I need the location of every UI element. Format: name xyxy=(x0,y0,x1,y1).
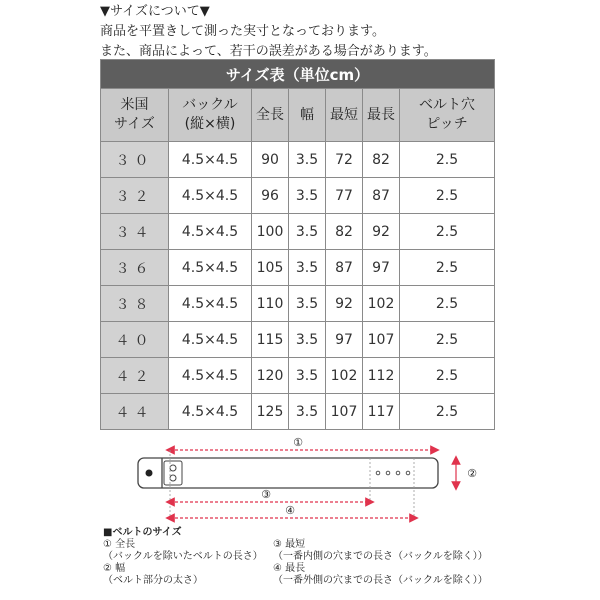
table-cell: 90 xyxy=(252,142,289,178)
table-cell: 112 xyxy=(363,358,400,394)
table-cell: 4.5×4.5 xyxy=(169,214,252,250)
us-size-cell: ３２ xyxy=(101,178,169,214)
legend-desc-width: （ベルト部分の太さ） xyxy=(103,575,203,586)
table-cell: 2.5 xyxy=(400,358,495,394)
table-cell: 4.5×4.5 xyxy=(169,358,252,394)
table-header-cell xyxy=(169,89,252,142)
table-cell: 115 xyxy=(252,322,289,358)
table-cell: 2.5 xyxy=(400,142,495,178)
intro-text xyxy=(100,2,595,62)
table-cell: 120 xyxy=(252,358,289,394)
table-cell: 72 xyxy=(326,142,363,178)
buckle-rivet-top xyxy=(170,465,176,471)
label-total-length: ① xyxy=(293,436,303,449)
table-row xyxy=(101,250,495,286)
table-cell: 97 xyxy=(326,322,363,358)
table-header-text: ベルト穴 xyxy=(419,97,476,113)
table-cell: 107 xyxy=(326,394,363,430)
table-cell: 110 xyxy=(252,286,289,322)
table-header-text: サイズ xyxy=(114,116,155,132)
legend-desc-total-length: （バックルを除いたベルトの長さ） xyxy=(103,551,263,562)
legend-item-width: ② 幅 xyxy=(103,563,126,574)
table-cell: 3.5 xyxy=(289,214,326,250)
belt-buckle-icon xyxy=(146,470,153,477)
table-cell: 4.5×4.5 xyxy=(169,322,252,358)
table-cell: 92 xyxy=(326,286,363,322)
intro-heading: ▼サイズについて▼ xyxy=(100,4,210,19)
table-cell: 2.5 xyxy=(400,322,495,358)
table-header-text: ピッチ xyxy=(426,116,468,132)
table-cell: 2.5 xyxy=(400,178,495,214)
table-cell: 2.5 xyxy=(400,286,495,322)
table-cell: 4.5×4.5 xyxy=(169,250,252,286)
table-cell: 87 xyxy=(326,250,363,286)
belt-hole xyxy=(376,471,380,475)
table-cell: 3.5 xyxy=(289,358,326,394)
label-width: ② xyxy=(467,467,477,480)
table-body xyxy=(101,142,495,430)
us-size-cell: ３８ xyxy=(101,286,169,322)
intro-line-1: 商品を平置きして測った実寸となっております。 xyxy=(100,24,385,39)
table-cell: 4.5×4.5 xyxy=(169,286,252,322)
table-cell: 2.5 xyxy=(400,394,495,430)
label-longest: ④ xyxy=(285,504,295,517)
table-cell: 3.5 xyxy=(289,322,326,358)
table-header-row xyxy=(101,89,495,142)
table-cell: 107 xyxy=(363,322,400,358)
legend-item-total-length: ① 全長 xyxy=(103,539,136,550)
belt-hole xyxy=(396,471,400,475)
table-cell: 117 xyxy=(363,394,400,430)
belt-hole xyxy=(406,471,410,475)
table-row xyxy=(101,214,495,250)
table-cell: 4.5×4.5 xyxy=(169,178,252,214)
intro-line-2: また、商品によって、若干の誤差がある場合があります。 xyxy=(100,44,437,59)
table-cell: 92 xyxy=(363,214,400,250)
table-cell: 2.5 xyxy=(400,214,495,250)
legend-heading: ■ベルトのサイズ xyxy=(103,527,182,538)
table-row xyxy=(101,394,495,430)
table-cell: 3.5 xyxy=(289,142,326,178)
us-size-cell: ４２ xyxy=(101,358,169,394)
table-header-cell xyxy=(289,89,326,142)
table-header-text: バックル xyxy=(182,97,238,113)
table-cell: 2.5 xyxy=(400,250,495,286)
table-cell: 3.5 xyxy=(289,286,326,322)
belt-strap xyxy=(138,458,438,488)
us-size-cell: ４０ xyxy=(101,322,169,358)
us-size-cell: ３４ xyxy=(101,214,169,250)
table-cell: 102 xyxy=(363,286,400,322)
table-cell: 4.5×4.5 xyxy=(169,142,252,178)
table-header-cell xyxy=(363,89,400,142)
table-cell: 82 xyxy=(326,214,363,250)
legend-desc-longest: （一番外側の穴までの長さ（バックルを除く）） xyxy=(273,575,488,586)
table-cell: 105 xyxy=(252,250,289,286)
us-size-cell: ４４ xyxy=(101,394,169,430)
belt-diagram xyxy=(130,436,490,526)
table-cell: 125 xyxy=(252,394,289,430)
table-cell: 3.5 xyxy=(289,394,326,430)
legend-item-shortest: ③ 最短 xyxy=(273,539,306,550)
table-header-cell xyxy=(400,89,495,142)
buckle-rivet-bottom xyxy=(170,475,176,481)
size-table xyxy=(100,59,495,430)
table-cell: 4.5×4.5 xyxy=(169,394,252,430)
table-cell: 100 xyxy=(252,214,289,250)
table-header-text: 最長 xyxy=(367,106,395,123)
table-header-text: 米国 xyxy=(120,97,149,113)
table-cell: 3.5 xyxy=(289,250,326,286)
table-cell: 96 xyxy=(252,178,289,214)
legend-desc-shortest: （一番内側の穴までの長さ（バックルを除く）） xyxy=(273,551,488,562)
us-size-cell: ３０ xyxy=(101,142,169,178)
legend-item-longest: ④ 最長 xyxy=(273,563,306,574)
table-header-text: 幅 xyxy=(300,106,314,123)
table-cell: 3.5 xyxy=(289,178,326,214)
table-header-cell xyxy=(252,89,289,142)
belt-hole xyxy=(386,471,390,475)
us-size-cell: ３６ xyxy=(101,250,169,286)
table-cell: 102 xyxy=(326,358,363,394)
label-shortest: ③ xyxy=(261,488,271,501)
table-header-cell xyxy=(101,89,169,142)
table-header-cell xyxy=(326,89,363,142)
table-row xyxy=(101,178,495,214)
table-cell: 82 xyxy=(363,142,400,178)
table-header-text: 最短 xyxy=(330,106,358,123)
table-header-text: 全長 xyxy=(256,106,284,123)
table-row xyxy=(101,286,495,322)
table-row xyxy=(101,142,495,178)
table-cell: 77 xyxy=(326,178,363,214)
size-legend xyxy=(103,527,593,587)
table-title: サイズ表（単位cm） xyxy=(101,60,495,89)
table-row xyxy=(101,358,495,394)
table-cell: 87 xyxy=(363,178,400,214)
table-header-text: (縦×横) xyxy=(184,116,236,132)
table-cell: 97 xyxy=(363,250,400,286)
table-row xyxy=(101,322,495,358)
